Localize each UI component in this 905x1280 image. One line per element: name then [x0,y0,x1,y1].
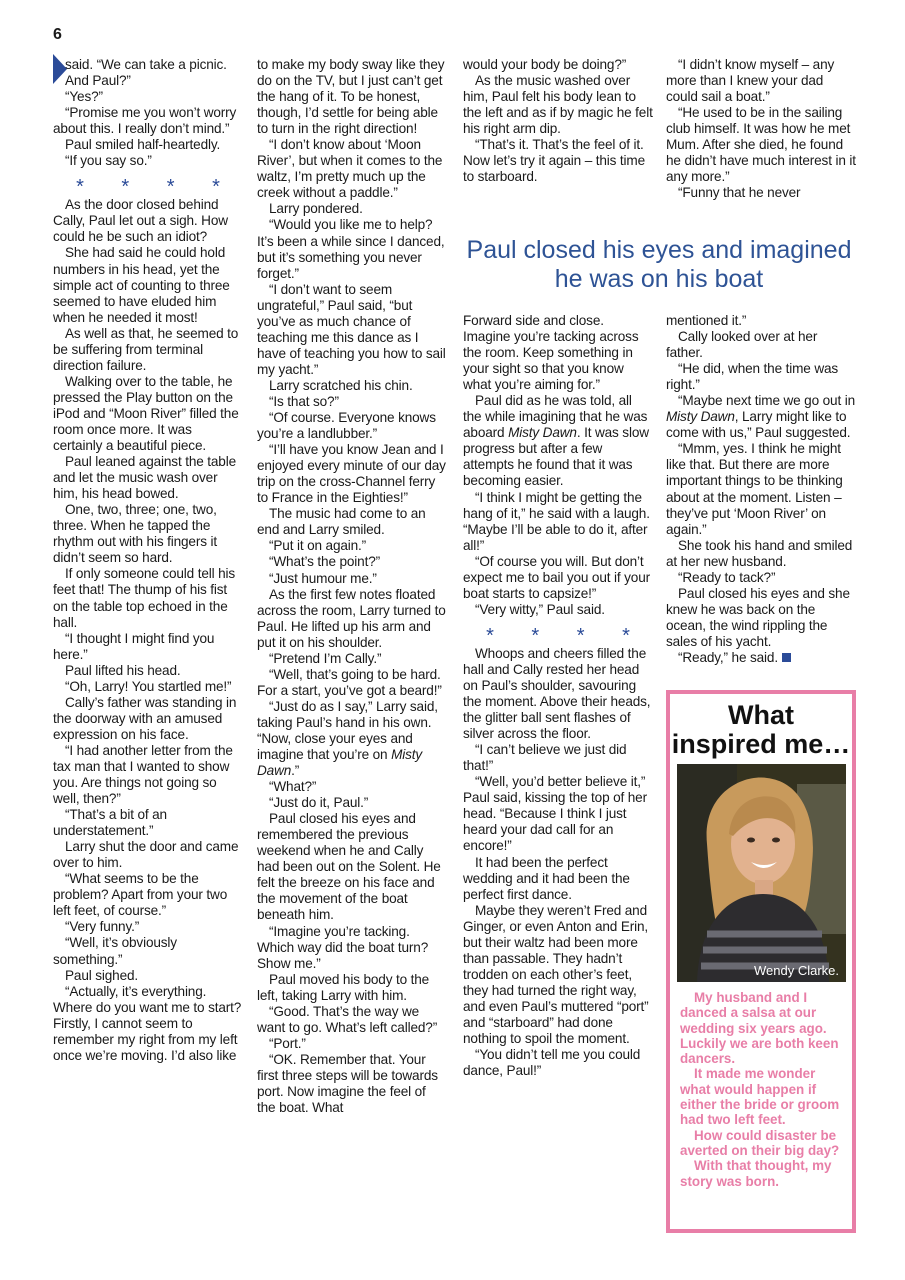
text-run: “Just do as I say,” Larry said, taking Paul’s hand in his own. “Now, close your eyes and imagine that you’re on [257,698,438,763]
page-number: 6 [53,26,62,43]
paragraph: “I had another letter from the tax man that I wanted to show you. Are things not going so well, then?” [53,742,233,807]
text-run: .” [291,763,300,779]
paragraph: “He did, when the time was right.” [666,361,839,393]
paragraph: “What seems to be the problem? Apart from your two left feet, of course.” [53,871,228,919]
paragraph: “Actually, it’s everything. Where do you want me to start? Firstly, I cannot seem to remember my right from my left once we’re moving. I’d also like [53,983,242,1063]
paragraph: As the music washed over him, Paul felt his body lean to the left and as if by magic he felt his right arm dip. [463,73,653,137]
sidebar-paragraph: With that thought, my story was born. [680,1158,832,1189]
sidebar-title-line: inspired me… [671,729,851,759]
paragraph: “Ready to tack?” [678,569,776,585]
paragraph: “Well, you’d better believe it,” Paul said, kissing the top of her head. “Because I think I just heard your dad call for an encore!” [463,774,647,854]
paragraph: said. “We can take a picnic. And Paul?” [65,57,227,89]
paragraph [257,699,447,779]
scene-break: * * * * [76,176,236,199]
paragraph: It had been the perfect wedding and it had been the perfect first dance. [463,854,630,902]
paragraph: “OK. Remember that. Your first three steps will be towards port. Now imagine the feel of the boat. What [257,1051,438,1116]
paragraph: She had said he could hold numbers in his head, yet the simple act of counting to three seemed to have eluded him when he needed it most! [53,245,230,325]
paragraph: “Pretend I’m Cally.” [269,650,382,666]
paragraph: “Would you like me to help? It’s been a while since I danced, but it’s something you never forget.” [257,217,445,281]
text-run: “Ready,” he said. [678,649,778,665]
sidebar-paragraph: How could disaster be averted on their big day? [680,1127,840,1158]
paragraph: “I think I might be getting the hang of it,” he said with a laugh. “Maybe I’ll be able to do it, after all!” [463,489,650,553]
column-4-bottom [666,313,856,666]
paragraph: Paul leaned against the table and let the music wash over him, his head bowed. [53,454,236,502]
paragraph: “Port.” [269,1035,306,1051]
sidebar-title-line: What [728,700,794,730]
paragraph: “Oh, Larry! You startled me!” [65,678,232,694]
paragraph: “That’s it. That’s the feel of it. Now let’s try it again – this time to starboard. [463,137,646,185]
boat-name: Misty Dawn [666,409,735,425]
paragraph: “Funny that he never [678,185,801,201]
paragraph: “I didn’t know myself – any more than I knew your dad could sail a boat.” [666,57,835,105]
sidebar-title [670,701,852,759]
boat-name: Misty Dawn [257,747,423,779]
paragraph: “Well, it’s obviously something.” [53,935,177,967]
paragraph: “I don’t want to seem ungrateful,” Paul said, “but you’ve as much chance of teaching me this dance as I have of teaching you how to sail my yacht.” [257,281,446,377]
paragraph: “If you say so.” [65,153,152,169]
column-1 [53,57,243,1064]
paragraph: One, two, three; one, two, three. When he tapped the rhythm out with his fingers it didn’t seem so hard. [53,502,217,566]
paragraph [666,393,856,441]
column-3-top [463,57,653,185]
paragraph: “Very funny.” [65,919,140,935]
end-mark-icon [782,653,791,662]
paragraph: Cally looked over at her father. [666,329,818,361]
paragraph: Maybe they weren’t Fred and Ginger, or even Anton and Erin, but their waltz had been more than passable. They hadn’t trodden on each other’s feet, they had turned the right way, and even Paul’s muttered “port” and “starboard” had done nothing to spoil the moment. [463,902,649,1047]
paragraph: “Of course you will. But don’t expect me to bail you out if your boat starts to capsize!” [463,553,650,601]
paragraph: She took his hand and smiled at her new husband. [666,537,853,569]
paragraph [666,650,856,666]
paragraph: “That’s a bit of an understatement.” [53,807,167,839]
paragraph: “I can’t believe we just did that!” [463,742,627,774]
paragraph: “I’ll have you know Jean and I enjoyed every minute of our day trip on the cross-Channel ferry to France in the Eighties!” [257,442,446,506]
paragraph: “Just humour me.” [269,570,377,586]
sidebar-paragraph: My husband and I danced a salsa at our wedding six years ago. Luckily we are both keen dancers. [680,990,839,1067]
boat-name: Misty Dawn [508,425,577,441]
paragraph: “What?” [269,779,317,795]
author-photo [677,764,846,982]
paragraph: “Just do it, Paul.” [269,795,369,811]
paragraph: If only someone could tell his feet that! The thump of his fist on the table top echoed in the hall. [53,566,236,630]
text-run: Paul did as he was told, all the while imagining that he was aboard [463,393,648,441]
paragraph: The music had come to an end and Larry smiled. [257,506,426,538]
paragraph [463,393,653,489]
column-3-bottom [463,313,653,1079]
paragraph: would your body be doing?” [463,57,627,72]
text-run: , Larry might like to come with us,” Paul suggested. [666,409,851,441]
paragraph: Paul closed his eyes and she knew he was back on the ocean, the wind rippling the sales of his yacht. [666,585,850,649]
paragraph: “I don’t know about ‘Moon River’, but when it comes to the waltz, I’m pretty much up the creek without a paddle.” [257,137,443,201]
paragraph: “Very witty,” Paul said. [475,601,605,617]
paragraph: “Good. That’s the way we want to go. What’s left called?” [257,1003,438,1035]
author-portrait-illustration [677,764,846,982]
paragraph: Larry scratched his chin. [269,377,413,393]
paragraph: “Put it on again.” [269,538,367,554]
paragraph: mentioned it.” [666,313,747,328]
paragraph: Cally’s father was standing in the doorway with an amused expression on his face. [53,694,237,742]
text-run: “Maybe next time we go out in [678,393,855,409]
paragraph: “Promise me you won’t worry about this. I really don’t mind.” [53,105,237,137]
inspiration-sidebar [666,690,856,1233]
paragraph: “Is that so?” [269,393,339,409]
paragraph: Larry shut the door and came over to him. [53,839,239,871]
paragraph: “Mmm, yes. I think he might like that. But there are more important things to be thinking about at the moment. Listen – they’ve put ‘Moon River’ on again.” [666,441,843,537]
pull-quote: Paul closed his eyes and imagined he was on his boat [466,236,852,293]
photo-caption: Wendy Clarke. [753,963,839,978]
paragraph: Paul closed his eyes and remembered the previous weekend when he and Cally had been out on the Solent. He felt the breeze on his face and the movement of the boat beneath him. [257,811,441,923]
paragraph: As well as that, he seemed to be suffering from terminal direction failure. [53,325,239,373]
paragraph: “You didn’t tell me you could dance, Paul!” [463,1047,641,1079]
text-run: . It was slow progress but after a few attempts he found that it was becoming easier. [463,425,649,489]
paragraph: “Well, that’s going to be hard. For a start, you’ve got a beard!” [257,666,442,698]
paragraph: “What’s the point?” [269,554,380,570]
scene-break: * * * * [486,624,646,647]
column-2 [257,57,447,1116]
paragraph: “I thought I might find you here.” [53,630,215,662]
paragraph: Forward side and close. Imagine you’re tacking across the room. Keep something in your sight so that you know what you’re aiming for.” [463,313,639,393]
sidebar-paragraph: It made me wonder what would happen if either the bride or groom had two left feet. [680,1066,840,1128]
paragraph: Paul smiled half-heartedly. [65,137,221,153]
paragraph: “Of course. Everyone knows you’re a landlubber.” [257,410,436,442]
paragraph: Paul sighed. [65,967,139,983]
paragraph: As the first few notes floated across the room, Larry turned to Paul. He lifted up his arm and put it on his shoulder. [257,586,446,650]
column-4-top [666,57,856,201]
paragraph: “He used to be in the sailing club himself. It was how he met Mum. After she died, he found he didn’t have much interest in it any more.” [666,105,856,185]
paragraph: Larry pondered. [269,201,363,217]
paragraph: Whoops and cheers filled the hall and Cally rested her head on Paul’s shoulder, savouring the moment. Above their heads, the glitter ball sent flashes of silver across the floor. [463,645,651,742]
paragraph: Walking over to the table, he pressed the Play button on the iPod and “Moon River” filled the room once more. It was certainly a beautiful piece. [53,373,239,454]
paragraph: “Yes?” [65,89,103,105]
paragraph: to make my body sway like they do on the TV, but I just can’t get the hang of it. To be honest, though, I’d settle for being able to turn in the right direction! [257,57,445,137]
paragraph: Paul moved his body to the left, taking Larry with him. [257,971,430,1003]
sidebar-body [680,990,845,1189]
paragraph: As the door closed behind Cally, Paul let out a sigh. How could he be such an idiot? [53,197,228,245]
paragraph: Paul lifted his head. [65,662,181,678]
paragraph: “Imagine you’re tacking. Which way did the boat turn? Show me.” [257,923,429,971]
